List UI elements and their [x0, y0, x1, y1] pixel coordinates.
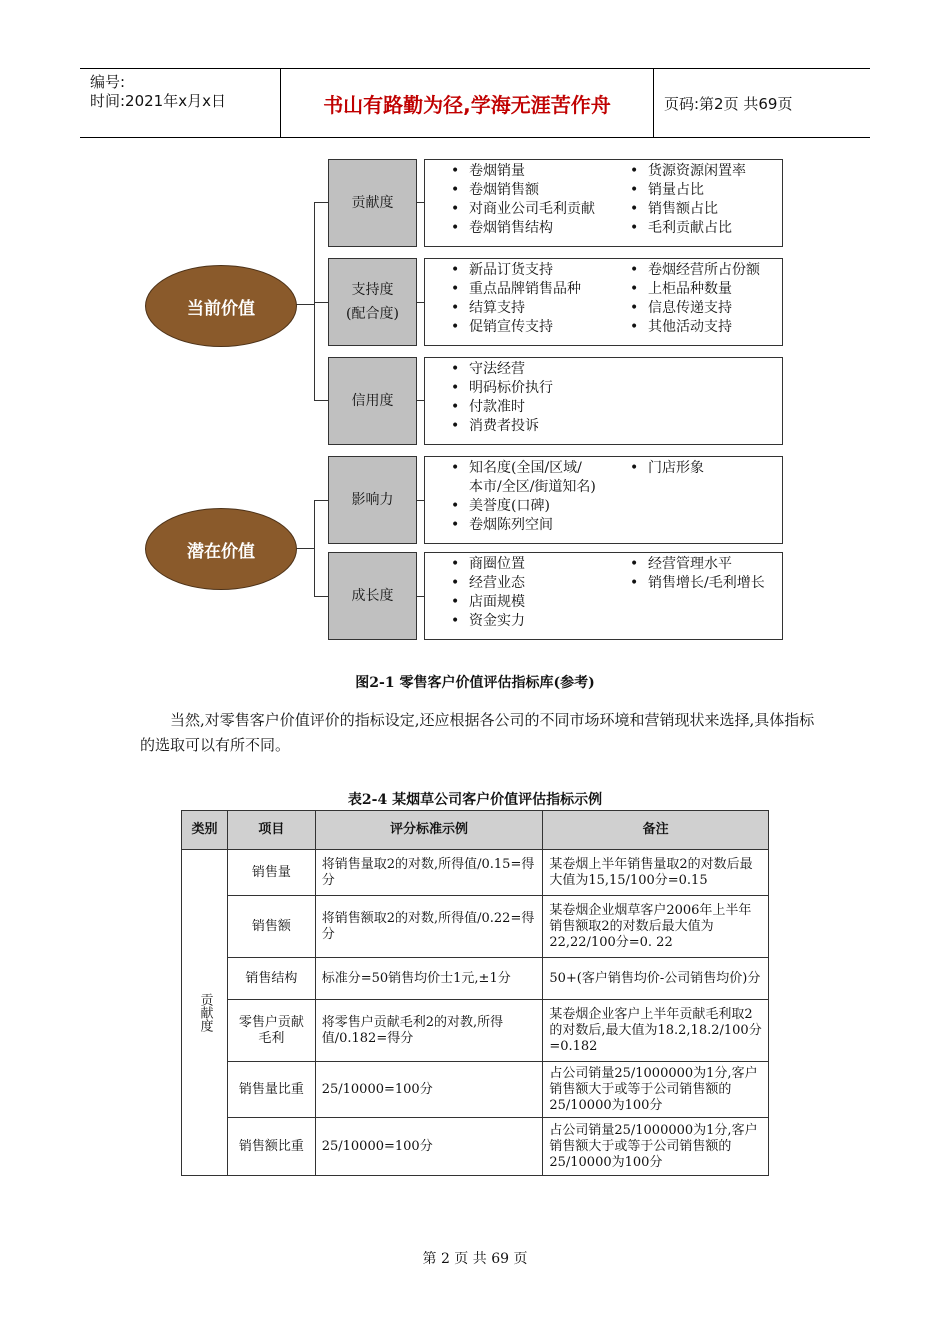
table-row: [182, 896, 769, 958]
category-label: 支持度: [351, 282, 394, 298]
connector: [294, 304, 314, 305]
category-box: [328, 159, 417, 247]
list-item: • 卷烟销售额: [451, 182, 539, 198]
connector: [417, 400, 424, 401]
connector: [314, 302, 328, 303]
list-item: • 销量占比: [630, 182, 704, 198]
list-item: • 卷烟经营所占份额: [630, 262, 760, 278]
criteria-cell: 25/10000=100分: [315, 1118, 543, 1176]
list-item: • 促销宣传支持: [451, 319, 553, 335]
number-label: 编号:: [90, 73, 126, 91]
criteria-cell: 25/10000=100分: [315, 1062, 543, 1118]
connector: [294, 548, 314, 549]
table-row: [182, 1062, 769, 1118]
connector: [417, 302, 424, 303]
list-item: • 毛利贡献占比: [630, 220, 732, 236]
item-cell: 销售量比重: [227, 1062, 315, 1118]
date-label: 时间:2021年x月x日: [90, 92, 226, 110]
indicator-box: [424, 552, 783, 640]
connector: [314, 202, 315, 400]
list-item: • 货源资源闲置率: [630, 163, 746, 179]
criteria-cell: 将销售额取2的对数,所得值/0.22=得分: [315, 896, 543, 958]
note-cell: 某卷烟企业烟草客户2006年上半年销售额取2的对数后最大值为22,22/100分=0. 22: [543, 896, 769, 958]
list-item: • 对商业公司毛利贡献: [451, 201, 595, 217]
item-cell: 销售额比重: [227, 1118, 315, 1176]
column-header: 项目: [227, 811, 315, 850]
group-current-value: 当前价值: [145, 265, 297, 347]
table-row: [182, 1118, 769, 1176]
page-footer: 第 2 页 共 69 页: [422, 1251, 528, 1267]
list-item: • 守法经营: [451, 361, 525, 377]
connector: [314, 500, 328, 501]
category-box: [328, 552, 417, 640]
list-item: • 卷烟销量: [451, 163, 525, 179]
list-item: • 资金实力: [451, 613, 525, 629]
column-header: 评分标准示例: [315, 811, 543, 850]
note-cell: 占公司销量25/1000000为1分,客户销售额大于或等于公司销售额的25/10000为100分: [543, 1118, 769, 1176]
list-item: • 商圈位置: [451, 556, 525, 572]
category-label: 贡献度: [351, 195, 394, 211]
criteria-cell: 将销售量取2的对数,所得值/0.15=得分: [315, 850, 543, 896]
column-header: 备注: [543, 811, 769, 850]
list-item: • 美誉度(口碑): [451, 498, 550, 514]
list-item: 本市/全区/街道知名): [469, 479, 596, 495]
page-header: [80, 68, 870, 138]
list-item: • 上柜品种数量: [630, 281, 732, 297]
category-label: 信用度: [351, 393, 394, 409]
item-cell: 销售量: [227, 850, 315, 896]
group-potential-value: 潜在价值: [145, 508, 297, 590]
connector: [417, 596, 424, 597]
category-box: [328, 258, 417, 346]
header-meta: [80, 69, 280, 137]
connector: [314, 500, 315, 596]
note-cell: 占公司销量25/1000000为1分,客户销售额大于或等于公司销售额的25/10000为100分: [543, 1062, 769, 1118]
connector: [314, 202, 328, 203]
indicator-box: [424, 357, 783, 445]
header-motto: 书山有路勤为径,学海无涯苦作舟: [323, 92, 611, 117]
list-item: • 新品订货支持: [451, 262, 553, 278]
list-item: • 店面规模: [451, 594, 525, 610]
note-cell: 某卷烟企业客户上半年贡献毛利取2的对数后,最大值为18.2,18.2/100分=0.182: [543, 1000, 769, 1062]
body-paragraph: 当然,对零售客户价值评价的指标设定,还应根据各公司的不同市场环境和营销现状来选择,具体指标的选取可以有所不同。: [140, 711, 815, 754]
connector: [417, 500, 424, 501]
indicator-table: [181, 810, 769, 1176]
connector: [314, 400, 328, 401]
list-item: • 其他活动支持: [630, 319, 732, 335]
list-item: • 经营业态: [451, 575, 525, 591]
list-item: • 结算支持: [451, 300, 525, 316]
list-item: • 消费者投诉: [451, 418, 539, 434]
criteria-cell: 标准分=50销售均价士1元,±1分: [315, 958, 543, 1000]
indicator-box: [424, 456, 783, 544]
criteria-cell: 将零售户贡献毛利2的对教,所得值/0.182=得分: [315, 1000, 543, 1062]
table-header-row: [182, 811, 769, 850]
column-header: 类别: [182, 811, 228, 850]
list-item: • 重点品牌销售品种: [451, 281, 581, 297]
item-cell: 销售结构: [227, 958, 315, 1000]
list-item: • 门店形象: [630, 460, 704, 476]
indicator-box: [424, 258, 783, 346]
table-row: [182, 850, 769, 896]
list-item: • 明码标价执行: [451, 380, 553, 396]
list-item: • 信息传递支持: [630, 300, 732, 316]
indicator-box: [424, 159, 783, 247]
item-cell: 销售额: [227, 896, 315, 958]
list-item: • 销售额占比: [630, 201, 718, 217]
table-row: [182, 958, 769, 1000]
category-cell: 贡献度: [182, 850, 228, 1176]
category-sublabel: (配合度): [346, 306, 399, 322]
list-item: • 卷烟销售结构: [451, 220, 553, 236]
category-label: 影响力: [351, 492, 394, 508]
note-cell: 某卷烟上半年销售量取2的对数后最大值为15,15/100分=0.15: [543, 850, 769, 896]
list-item: • 经营管理水平: [630, 556, 732, 572]
category-label: 成长度: [351, 588, 394, 604]
list-item: • 销售增长/毛利增长: [630, 575, 765, 591]
connector: [417, 202, 424, 203]
figure-caption: 图2-1 零售客户价值评估指标库(参考): [355, 675, 595, 691]
list-item: • 知名度(全国/区域/: [451, 460, 582, 476]
note-cell: 50+(客户销售均价-公司销售均价)分: [543, 958, 769, 1000]
header-page-info: 页码:第2页 共69页: [664, 94, 793, 113]
list-item: • 付款准时: [451, 399, 525, 415]
table-title: 表2-4 某烟草公司客户价值评估指标示例: [347, 792, 603, 808]
connector: [314, 596, 328, 597]
category-box: [328, 357, 417, 445]
category-box: [328, 456, 417, 544]
table-row: [182, 1000, 769, 1062]
list-item: • 卷烟陈列空间: [451, 517, 553, 533]
item-cell: 零售户贡献毛利: [227, 1000, 315, 1062]
